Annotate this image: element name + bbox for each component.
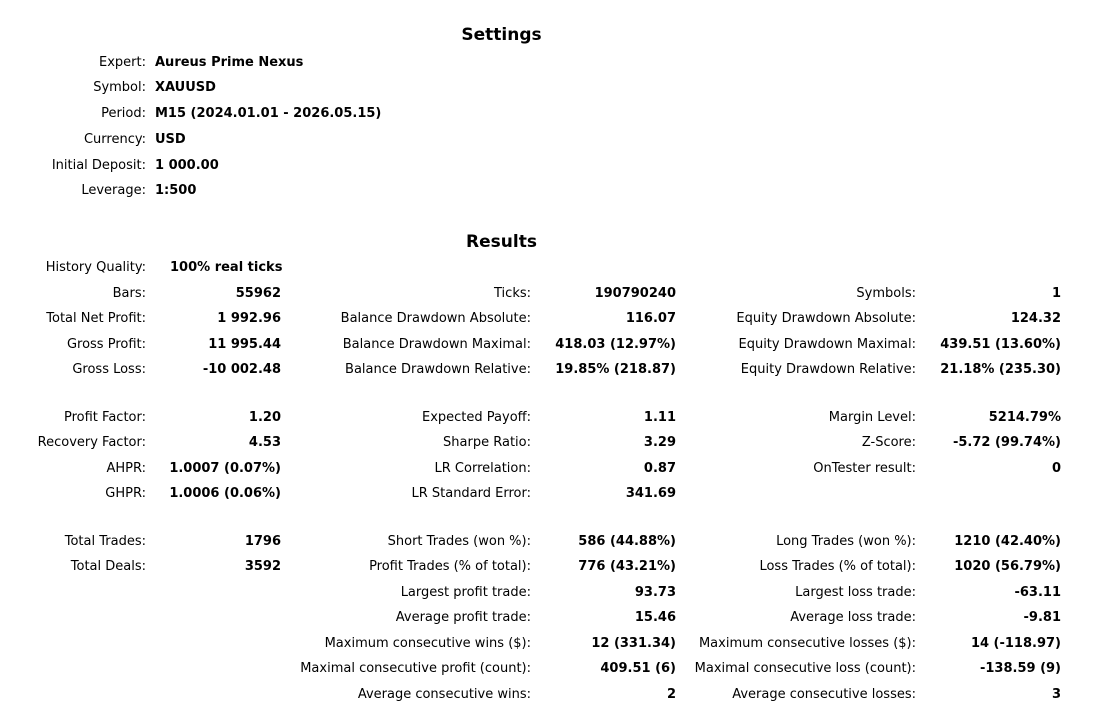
result-label: Average consecutive losses: <box>732 687 916 702</box>
result-value: -9.81 <box>1023 610 1061 625</box>
result-label: Z-Score: <box>861 435 916 450</box>
result-label: Balance Drawdown Absolute: <box>340 311 531 326</box>
result-label: Maximum consecutive wins ($): <box>324 636 531 651</box>
result-label: Maximal consecutive loss (count): <box>694 661 916 676</box>
result-value: 2 <box>666 687 676 702</box>
settings-label-leverage: Leverage: <box>81 183 146 198</box>
settings-label-currency: Currency: <box>83 132 146 147</box>
result-value: 1.11 <box>643 410 676 425</box>
result-label: Largest loss trade: <box>795 585 916 600</box>
result-value: 5214.79% <box>988 410 1061 425</box>
result-label: Total Net Profit: <box>46 311 146 326</box>
result-label: Average consecutive wins: <box>357 687 531 702</box>
result-label: LR Correlation: <box>434 461 531 476</box>
result-value: 439.51 (13.60%) <box>940 337 1061 352</box>
result-value: 341.69 <box>625 486 676 501</box>
result-label: Short Trades (won %): <box>387 534 531 549</box>
result-value: 1020 (56.79%) <box>954 559 1061 574</box>
result-value: 1 992.96 <box>217 311 281 326</box>
result-label: Profit Trades (% of total): <box>369 559 531 574</box>
result-label-history-quality: History Quality: <box>45 260 146 275</box>
result-value: 418.03 (12.97%) <box>555 337 676 352</box>
result-label: Profit Factor: <box>64 410 146 425</box>
result-value: 3 <box>1051 687 1061 702</box>
result-value: 1210 (42.40%) <box>954 534 1061 549</box>
settings-value-symbol: XAUUSD <box>155 80 216 95</box>
result-value: 14 (-118.97) <box>970 636 1061 651</box>
result-label: Long Trades (won %): <box>776 534 916 549</box>
settings-label-deposit: Initial Deposit: <box>51 158 146 173</box>
result-value: 116.07 <box>625 311 676 326</box>
result-label: Loss Trades (% of total): <box>759 559 916 574</box>
result-label: Symbols: <box>856 286 916 301</box>
results-heading: Results <box>466 232 537 252</box>
result-label: Average loss trade: <box>790 610 916 625</box>
result-value: -63.11 <box>1014 585 1061 600</box>
result-value: 55962 <box>235 286 281 301</box>
result-label: Largest profit trade: <box>400 585 531 600</box>
result-label: Balance Drawdown Relative: <box>345 362 531 377</box>
settings-value-currency: USD <box>155 132 186 147</box>
settings-value-leverage: 1:500 <box>155 183 197 198</box>
result-value: 15.46 <box>634 610 676 625</box>
result-label: Bars: <box>112 286 146 301</box>
result-value: 93.73 <box>634 585 676 600</box>
result-value: 0 <box>1051 461 1061 476</box>
result-label: Maximum consecutive losses ($): <box>698 636 916 651</box>
result-value: -5.72 (99.74%) <box>952 435 1061 450</box>
result-label: LR Standard Error: <box>411 486 531 501</box>
result-label: OnTester result: <box>813 461 916 476</box>
result-value: 0.87 <box>643 461 676 476</box>
result-label: Sharpe Ratio: <box>443 435 531 450</box>
result-label: Equity Drawdown Relative: <box>740 362 916 377</box>
result-value: 3592 <box>244 559 281 574</box>
result-label: Ticks: <box>494 286 531 301</box>
settings-value-deposit: 1 000.00 <box>155 158 219 173</box>
result-value: 19.85% (218.87) <box>555 362 676 377</box>
result-value: -138.59 (9) <box>979 661 1061 676</box>
result-value: 1.0006 (0.06%) <box>169 486 281 501</box>
result-value: 12 (331.34) <box>591 636 676 651</box>
result-label: Total Trades: <box>64 534 146 549</box>
result-value: 1.0007 (0.07%) <box>169 461 281 476</box>
result-value: 776 (43.21%) <box>578 559 676 574</box>
settings-label-expert: Expert: <box>99 55 146 70</box>
settings-value-period: M15 (2024.01.01 - 2026.05.15) <box>155 106 382 121</box>
result-value: 4.53 <box>248 435 281 450</box>
result-value: 409.51 (6) <box>600 661 676 676</box>
result-label: AHPR: <box>106 461 146 476</box>
result-value: -10 002.48 <box>202 362 281 377</box>
settings-label-period: Period: <box>101 106 146 121</box>
settings-heading: Settings <box>461 25 542 45</box>
result-value: 1796 <box>244 534 281 549</box>
settings-label-symbol: Symbol: <box>93 80 146 95</box>
result-label: Total Deals: <box>70 559 146 574</box>
result-label: Gross Profit: <box>66 337 146 352</box>
result-label: Equity Drawdown Maximal: <box>738 337 916 352</box>
result-label: Average profit trade: <box>395 610 531 625</box>
result-label: Maximal consecutive profit (count): <box>300 661 531 676</box>
result-value: 124.32 <box>1010 311 1061 326</box>
result-label: Balance Drawdown Maximal: <box>342 337 531 352</box>
result-label: GHPR: <box>105 486 146 501</box>
result-value: 21.18% (235.30) <box>940 362 1061 377</box>
result-value: 11 995.44 <box>208 337 281 352</box>
result-value: 586 (44.88%) <box>578 534 676 549</box>
result-label: Margin Level: <box>828 410 916 425</box>
result-label: Gross Loss: <box>72 362 146 377</box>
result-value: 190790240 <box>594 286 676 301</box>
result-label: Equity Drawdown Absolute: <box>736 311 916 326</box>
result-label: Expected Payoff: <box>422 410 531 425</box>
settings-value-expert: Aureus Prime Nexus <box>155 55 304 70</box>
result-value-history-quality: 100% real ticks <box>170 260 283 275</box>
result-value: 3.29 <box>643 435 676 450</box>
result-value: 1 <box>1051 286 1061 301</box>
result-value: 1.20 <box>248 410 281 425</box>
result-label: Recovery Factor: <box>37 435 146 450</box>
